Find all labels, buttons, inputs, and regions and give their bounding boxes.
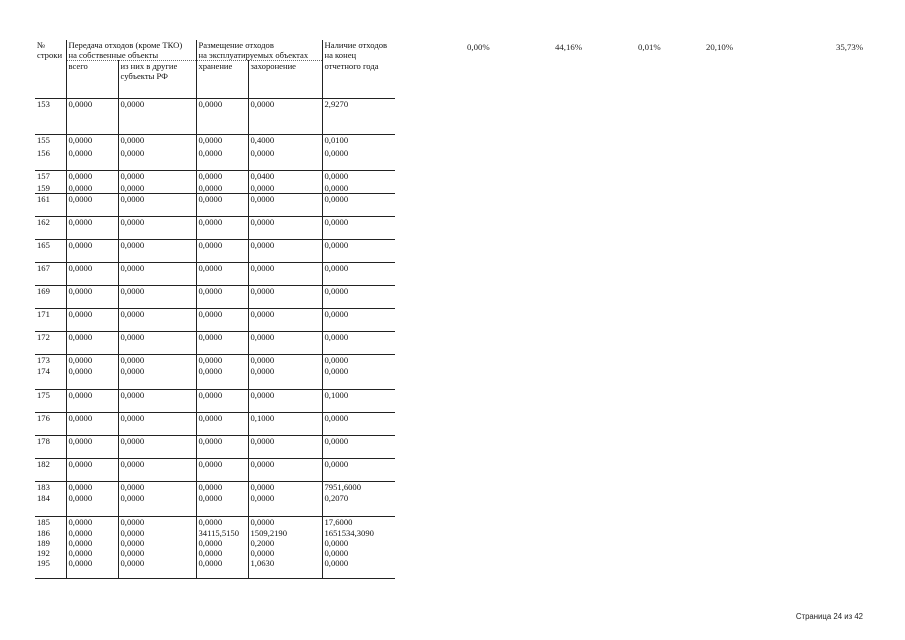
- table-body: [35, 99, 395, 579]
- transfer-total-cell: 0,0000: [66, 354, 118, 366]
- waste-table: [35, 40, 395, 579]
- transfer-other-subjects-cell: 0,0000: [118, 366, 196, 389]
- row-number-cell: 173: [37, 354, 50, 365]
- table-row: [35, 493, 395, 516]
- transfer-other-subjects-cell: 0,0000: [118, 148, 196, 171]
- burial-cell: 0,0000: [248, 285, 322, 308]
- transfer-total-cell: 0,0000: [66, 528, 118, 538]
- storage-cell: 0,0000: [196, 285, 248, 308]
- remaining-cell: 0,0000: [322, 171, 395, 183]
- transfer-total-cell: 0,0000: [66, 216, 118, 239]
- remaining-cell: 0,0000: [322, 366, 395, 389]
- transfer-total-cell: 0,0000: [66, 193, 118, 216]
- row-number-cell: 162: [35, 216, 66, 239]
- row-number-cell: 195: [35, 558, 66, 578]
- transfer-other-subjects-cell: 0,0000: [118, 262, 196, 285]
- burial-cell: 0,0000: [248, 354, 322, 366]
- header-remaining-sub: на конец: [322, 50, 395, 61]
- transfer-total-cell: 0,0000: [66, 558, 118, 578]
- storage-cell: 0,0000: [196, 389, 248, 412]
- row-number-cell: 174: [35, 366, 66, 389]
- burial-cell: 0,0000: [248, 193, 322, 216]
- transfer-other-subjects-cell: 0,0000: [118, 548, 196, 558]
- percent-row: [0, 42, 905, 56]
- storage-cell: 0,0000: [196, 308, 248, 331]
- storage-cell: 0,0000: [196, 193, 248, 216]
- table-row: [35, 216, 395, 239]
- transfer-other-subjects-cell: 0,0000: [118, 99, 196, 135]
- transfer-total-cell: 0,0000: [66, 548, 118, 558]
- row-number-cell: 167: [35, 262, 66, 285]
- transfer-other-subjects-cell: 0,0000: [118, 558, 196, 578]
- remaining-cell: 7951,6000: [322, 481, 395, 493]
- transfer-other-subjects-cell: 0,0000: [118, 481, 196, 493]
- row-number-cell: 175: [35, 389, 66, 412]
- transfer-total-cell: 0,0000: [66, 389, 118, 412]
- header-transfer: Передача отходов (кроме ТКО): [66, 40, 196, 50]
- row-number-cell: 189: [37, 538, 50, 548]
- transfer-total-cell: 0,0000: [66, 331, 118, 354]
- remaining-cell: 0,0000: [322, 308, 395, 331]
- storage-cell: 0,0000: [196, 216, 248, 239]
- burial-cell: 1509,2190: [248, 528, 322, 538]
- table-row: [35, 548, 395, 558]
- storage-cell: 0,0000: [196, 558, 248, 578]
- burial-cell: 0,0000: [248, 183, 322, 194]
- burial-cell: 0,0000: [248, 366, 322, 389]
- row-number-cell: 165: [35, 239, 66, 262]
- transfer-other-subjects-cell: 0,0000: [118, 193, 196, 216]
- burial-cell: 0,0000: [248, 216, 322, 239]
- table-row: [35, 148, 395, 171]
- storage-cell: 0,0000: [196, 262, 248, 285]
- header-storage: хранение: [196, 61, 248, 99]
- storage-cell: 0,0000: [196, 148, 248, 171]
- row-number-cell: 176: [35, 412, 66, 435]
- transfer-other-subjects-cell: 0,0000: [118, 285, 196, 308]
- transfer-total-cell: 0,0000: [66, 171, 118, 183]
- remaining-cell: 0,1000: [322, 389, 395, 412]
- row-number-cell: 182: [35, 458, 66, 481]
- remaining-cell: 0,0000: [322, 458, 395, 481]
- storage-cell: 0,0000: [196, 99, 248, 135]
- remaining-cell: 0,0000: [322, 435, 395, 458]
- transfer-total-cell: 0,0000: [66, 308, 118, 331]
- header-burial: захоронение: [248, 61, 322, 99]
- storage-cell: 0,0000: [196, 183, 248, 194]
- burial-cell: 0,0000: [248, 262, 322, 285]
- header-row-number-sub: строки: [37, 50, 63, 60]
- header-transfer-other: из них в другие субъекты РФ: [118, 61, 196, 99]
- row-number-cell: 153: [35, 99, 66, 135]
- row-number-cell: 186: [37, 528, 50, 538]
- table-row: [35, 262, 395, 285]
- burial-cell: 0,0000: [248, 148, 322, 171]
- burial-cell: 0,0000: [248, 548, 322, 558]
- transfer-total-cell: 0,0000: [66, 516, 118, 528]
- row-number-cell: 156: [35, 148, 66, 171]
- burial-cell: 0,0000: [248, 493, 322, 516]
- remaining-cell: 0,2070: [322, 493, 395, 516]
- transfer-other-subjects-cell: 0,0000: [118, 135, 196, 148]
- header-transfer-sub: на собственные объекты: [66, 50, 196, 61]
- remaining-cell: 0,0000: [322, 148, 395, 171]
- table-row: [35, 389, 395, 412]
- transfer-total-cell: 0,0000: [66, 458, 118, 481]
- row-number-cell: 159: [35, 183, 66, 194]
- transfer-other-subjects-cell: 0,0000: [118, 331, 196, 354]
- storage-cell: 0,0000: [196, 516, 248, 528]
- transfer-other-subjects-cell: 0,0000: [118, 239, 196, 262]
- transfer-other-subjects-cell: 0,0000: [118, 435, 196, 458]
- percent-value: 44,16%: [555, 42, 583, 52]
- table-row: [35, 193, 395, 216]
- transfer-other-subjects-cell: 0,0000: [118, 493, 196, 516]
- burial-cell: 0,1000: [248, 412, 322, 435]
- transfer-total-cell: 0,0000: [66, 435, 118, 458]
- remaining-cell: 0,0000: [322, 285, 395, 308]
- table-row: [35, 538, 395, 548]
- row-number-cell: 183: [37, 481, 50, 492]
- remaining-cell: 0,0000: [322, 216, 395, 239]
- transfer-total-cell: 0,0000: [66, 481, 118, 493]
- transfer-other-subjects-cell: 0,0000: [118, 458, 196, 481]
- row-number-cell: 172: [35, 331, 66, 354]
- percent-value: 35,73%: [836, 42, 864, 52]
- table-row: [35, 366, 395, 389]
- transfer-other-subjects-cell: 0,0000: [118, 412, 196, 435]
- remaining-cell: 0,0100: [322, 135, 395, 148]
- transfer-total-cell: 0,0000: [66, 538, 118, 548]
- storage-cell: 0,0000: [196, 493, 248, 516]
- remaining-cell: 0,0000: [322, 558, 395, 578]
- table-row: [35, 99, 395, 135]
- row-number-cell: 192: [37, 548, 50, 558]
- storage-cell: 0,0000: [196, 548, 248, 558]
- storage-cell: 0,0000: [196, 538, 248, 548]
- remaining-cell: 0,0000: [322, 538, 395, 548]
- transfer-total-cell: 0,0000: [66, 285, 118, 308]
- percent-value: 0,00%: [467, 42, 490, 52]
- remaining-cell: 2,9270: [322, 99, 395, 135]
- storage-cell: 0,0000: [196, 458, 248, 481]
- storage-cell: 0,0000: [196, 366, 248, 389]
- burial-cell: 0,0000: [248, 389, 322, 412]
- remaining-cell: 17,6000: [322, 516, 395, 528]
- burial-cell: 0,0000: [248, 458, 322, 481]
- transfer-other-subjects-cell: 0,0000: [118, 516, 196, 528]
- transfer-total-cell: 0,0000: [66, 99, 118, 135]
- transfer-other-subjects-cell: 0,0000: [118, 389, 196, 412]
- row-number-cell: 169: [35, 285, 66, 308]
- transfer-other-subjects-cell: 0,0000: [118, 354, 196, 366]
- transfer-total-cell: 0,0000: [66, 493, 118, 516]
- page-number: Страница 24 из 42: [795, 612, 863, 621]
- remaining-cell: 0,0000: [322, 262, 395, 285]
- transfer-other-subjects-cell: 0,0000: [118, 538, 196, 548]
- burial-cell: 0,4000: [248, 135, 322, 148]
- storage-cell: 0,0000: [196, 435, 248, 458]
- row-number-cell: 184: [35, 493, 66, 516]
- remaining-cell: 0,0000: [322, 548, 395, 558]
- transfer-total-cell: 0,0000: [66, 148, 118, 171]
- burial-cell: 0,0000: [248, 308, 322, 331]
- storage-cell: 0,0000: [196, 331, 248, 354]
- burial-cell: 0,0000: [248, 435, 322, 458]
- transfer-total-cell: 0,0000: [66, 135, 118, 148]
- header-remaining-end: отчетного года: [322, 61, 395, 99]
- storage-cell: 0,0000: [196, 171, 248, 183]
- storage-cell: 0,0000: [196, 481, 248, 493]
- storage-cell: 0,0000: [196, 239, 248, 262]
- table-row: [35, 331, 395, 354]
- row-number-cell: 171: [35, 308, 66, 331]
- row-number-cell: 185: [37, 516, 50, 527]
- percent-value: 20,10%: [706, 42, 734, 52]
- table-row: [35, 239, 395, 262]
- transfer-other-subjects-cell: 0,0000: [118, 183, 196, 194]
- row-number-cell: 161: [35, 193, 66, 216]
- transfer-total-cell: 0,0000: [66, 239, 118, 262]
- storage-cell: 34115,5150: [196, 528, 248, 538]
- row-number-cell: 178: [35, 435, 66, 458]
- header-placement: Размещение отходов: [196, 40, 322, 50]
- remaining-cell: 1651534,3090: [322, 528, 395, 538]
- header-transfer-total: всего: [66, 61, 118, 99]
- table-row: [35, 481, 395, 493]
- burial-cell: 1,0630: [248, 558, 322, 578]
- storage-cell: 0,0000: [196, 135, 248, 148]
- remaining-cell: 0,0000: [322, 354, 395, 366]
- storage-cell: 0,0000: [196, 354, 248, 366]
- transfer-other-subjects-cell: 0,0000: [118, 528, 196, 538]
- transfer-total-cell: 0,0000: [66, 262, 118, 285]
- remaining-cell: 0,0000: [322, 183, 395, 194]
- table-row: [35, 435, 395, 458]
- remaining-cell: 0,0000: [322, 193, 395, 216]
- transfer-other-subjects-cell: 0,0000: [118, 171, 196, 183]
- storage-cell: 0,0000: [196, 412, 248, 435]
- burial-cell: 0,2000: [248, 538, 322, 548]
- burial-cell: 0,0400: [248, 171, 322, 183]
- table-row: [35, 285, 395, 308]
- transfer-other-subjects-cell: 0,0000: [118, 216, 196, 239]
- burial-cell: 0,0000: [248, 239, 322, 262]
- table-row: [35, 528, 395, 538]
- transfer-total-cell: 0,0000: [66, 412, 118, 435]
- table-row: [35, 308, 395, 331]
- table-row: [35, 412, 395, 435]
- burial-cell: 0,0000: [248, 99, 322, 135]
- row-number-cell: 157: [37, 171, 50, 181]
- table-row: [35, 135, 395, 148]
- table-row: [35, 183, 395, 194]
- burial-cell: 0,0000: [248, 331, 322, 354]
- burial-cell: 0,0000: [248, 481, 322, 493]
- header-remaining: Наличие отходов: [322, 40, 395, 50]
- table-row: [35, 458, 395, 481]
- remaining-cell: 0,0000: [322, 412, 395, 435]
- header-row-number: №: [37, 40, 46, 50]
- remaining-cell: 0,0000: [322, 239, 395, 262]
- remaining-cell: 0,0000: [322, 331, 395, 354]
- table-row: [35, 558, 395, 578]
- table-row: [35, 354, 395, 366]
- transfer-total-cell: 0,0000: [66, 366, 118, 389]
- row-number-cell: 155: [37, 135, 50, 145]
- table-row: [35, 171, 395, 183]
- transfer-total-cell: 0,0000: [66, 183, 118, 194]
- percent-value: 0,01%: [638, 42, 661, 52]
- header-placement-sub: на эксплуатируемых объектах: [196, 50, 322, 61]
- burial-cell: 0,0000: [248, 516, 322, 528]
- transfer-other-subjects-cell: 0,0000: [118, 308, 196, 331]
- table-row: [35, 516, 395, 528]
